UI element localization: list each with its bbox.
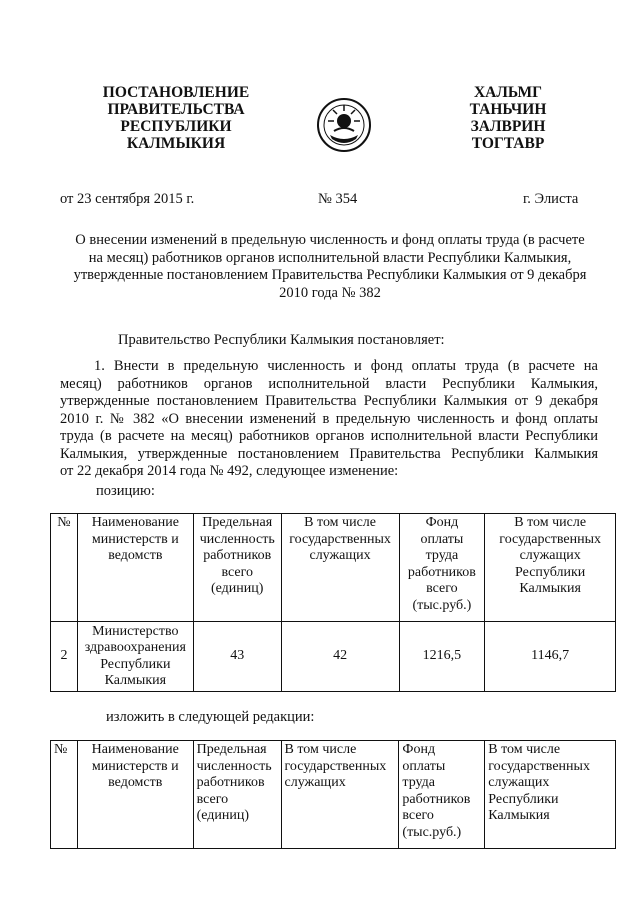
header-right-line: ТАНЬЧИН [469, 101, 547, 118]
civil-servants: 42 [281, 622, 399, 692]
paragraph-line: утвержденные постановлением Правительства Республики Калмыкия от 9 декабря [60, 393, 598, 409]
table-header-cell: № [51, 514, 78, 622]
position-label: позицию: [96, 483, 155, 499]
paragraph-line: труда (в расчете на месяц) работников органов исполнительной власти Республики [60, 428, 598, 444]
ministry-name: Министерство здравоохранения Республики Калмыкия [77, 622, 193, 692]
staffing-table-new [50, 740, 616, 849]
row-number: 2 [51, 622, 78, 692]
paragraph-line: месяц) работников органов исполнительной власти Республики Калмыкия, [60, 375, 598, 392]
header-right-line: ЗАЛВРИН [470, 118, 546, 135]
document-city: г. Элиста [523, 191, 579, 207]
table-header-row [51, 514, 616, 622]
wage-fund-civil: 1146,7 [485, 622, 616, 692]
header-left-line: РЕСПУБЛИКИ [120, 118, 232, 135]
table-header-cell: № [51, 741, 78, 849]
intro-text: Правительство Республики Калмыкия постановляет: [118, 332, 445, 348]
table-header-cell: Фонд оплаты труда работников всего (тыс.руб.) [399, 741, 485, 849]
title-line: на месяц) работников органов исполнительной власти Республики Калмыкия, [88, 249, 572, 266]
header-left-line: ПРАВИТЕЛЬСТВА [107, 101, 245, 118]
header-right [448, 84, 568, 152]
document-number: № 354 [318, 191, 358, 207]
header-left [96, 84, 256, 152]
title-line: 2010 года № 382 [279, 284, 381, 301]
table-header-cell: Наименование министерств и ведомств [77, 741, 193, 849]
table-header-cell: В том числе государственных служащих Республики Калмыкия [485, 741, 616, 849]
redaction-label: изложить в следующей редакции: [106, 709, 315, 725]
table-header-row [51, 741, 616, 849]
table-header-cell: Наименование министерств и ведомств [77, 514, 193, 622]
table-header-cell: Предельная численность работников всего (единиц) [193, 514, 281, 622]
table-row [51, 622, 616, 692]
document-date: от 23 сентября 2015 г. [60, 191, 195, 207]
table-header-cell: В том числе государственных служащих [281, 741, 399, 849]
staffing-table-current [50, 513, 616, 692]
paragraph-1 [60, 358, 598, 481]
paragraph-line: Калмыкия, утвержденные постановлением Правительства Республики Калмыкия [60, 445, 598, 462]
table-header-cell: В том числе государственных служащих Республики Калмыкия [485, 514, 616, 622]
staff-total: 43 [193, 622, 281, 692]
table-header-cell: Фонд оплаты труда работников всего (тыс.руб.) [399, 514, 485, 622]
table-header-cell: Предельная численность работников всего (единиц) [193, 741, 281, 849]
title-line: О внесении изменений в предельную численность и фонд оплаты труда (в расчете [75, 232, 585, 248]
wage-fund: 1216,5 [399, 622, 485, 692]
header-left-line: КАЛМЫКИЯ [126, 135, 226, 152]
document-title [60, 232, 600, 302]
paragraph-line: 2010 г. № 382 «О внесении изменений в предельную численность и фонд оплаты [60, 410, 598, 427]
paragraph-line: 1. Внести в предельную численность и фонд оплаты труда (в расчете на [94, 358, 598, 374]
table-header-cell: В том числе государственных служащих [281, 514, 399, 622]
header-right-line: ХАЛЬМГ [473, 84, 543, 101]
header-right-line: ТОГТАВР [471, 135, 545, 152]
kalmykia-emblem-icon [316, 95, 372, 155]
paragraph-line: от 22 декабря 2014 года № 492, следующее изменение: [60, 463, 399, 479]
header-left-line: ПОСТАНОВЛЕНИЕ [102, 84, 250, 101]
title-line: утвержденные постановлением Правительства Республики Калмыкия от 9 декабря [73, 267, 587, 283]
